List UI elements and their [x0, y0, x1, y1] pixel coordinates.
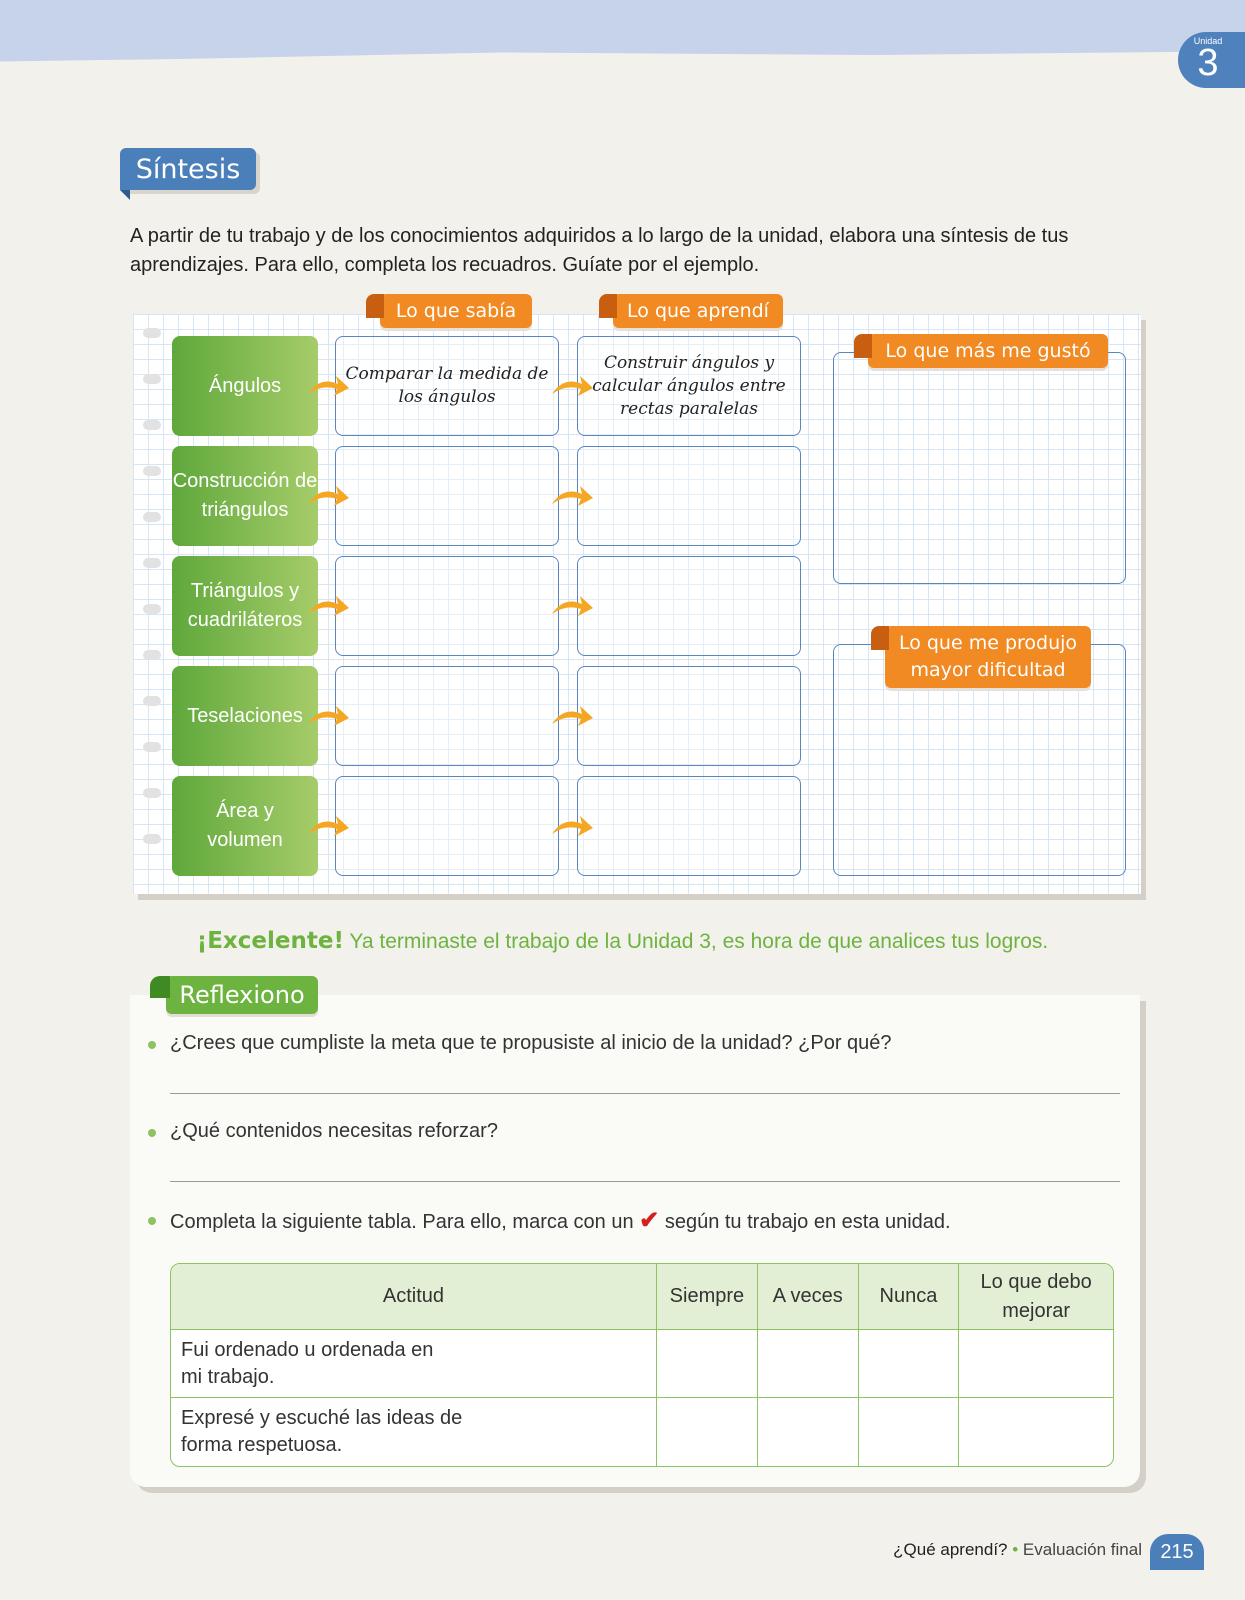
- page-footer: [860, 1540, 1142, 1560]
- col-header-actitud: Actitud: [171, 1264, 657, 1330]
- ring-hole: [143, 328, 161, 338]
- bullet-icon: [148, 1129, 156, 1137]
- box-aprendi-area-volumen[interactable]: [577, 776, 801, 876]
- ring-hole: [143, 512, 161, 522]
- ring-hole: [143, 742, 161, 752]
- arrow-right-icon: [306, 592, 350, 622]
- cell-nunca[interactable]: [859, 1398, 960, 1466]
- row-label-angulos: Ángulos: [172, 336, 318, 436]
- arrow-right-icon: [550, 372, 594, 402]
- box-sabia-teselaciones[interactable]: [335, 666, 559, 766]
- cell-mejorar[interactable]: [959, 1330, 1113, 1398]
- sintesis-intro: A partir de tu trabajo y de los conocimientos adquiridos a lo largo de la unidad, elabora una síntesis de tus aprendizajes. Para ello, completa los recuadros. Guíate por el ejemplo.: [130, 225, 1069, 276]
- arrow-right-icon: [306, 372, 350, 402]
- cell-nunca[interactable]: [859, 1330, 960, 1398]
- top-band: [0, 0, 1245, 64]
- col-header-siempre: Siempre: [657, 1264, 758, 1330]
- row-label-teselaciones: Teselaciones: [172, 666, 318, 766]
- arrow-right-icon: [550, 702, 594, 732]
- cell-siempre[interactable]: [657, 1330, 758, 1398]
- box-aprendi-angulos[interactable]: Construir ángulos y calcular ángulos entre rectas paralelas: [577, 336, 801, 436]
- reflexiono-title: Reflexiono: [166, 976, 318, 1014]
- question-meta: ¿Crees que cumpliste la meta que te propusiste al inicio de la unidad? ¿Por qué?: [170, 1032, 892, 1054]
- checkmark-icon: ✔: [639, 1207, 660, 1234]
- footer-subsection: Evaluación final: [1022, 1540, 1142, 1559]
- ring-hole: [143, 466, 161, 476]
- bullet-icon: [148, 1217, 156, 1225]
- evaluation-table: [170, 1263, 1114, 1467]
- excelente-text: Ya terminaste el trabajo de la Unidad 3, es hora de que analices tus logros.: [349, 930, 1049, 953]
- arrow-right-icon: [550, 482, 594, 512]
- box-aprendi-triangulos-cuadrilateros[interactable]: [577, 556, 801, 656]
- header-lo-que-mas-me-gusto: Lo que más me gustó: [868, 334, 1108, 368]
- box-lo-que-mas-me-gusto[interactable]: [833, 352, 1126, 584]
- ring-hole: [143, 420, 161, 430]
- header-lo-que-aprendi: Lo que aprendí: [613, 294, 783, 328]
- sintesis-title: Síntesis: [120, 148, 256, 190]
- col-header-lo-que-debo-mejorar: Lo que debo mejorar: [959, 1264, 1113, 1330]
- table-row: [171, 1330, 1113, 1398]
- footer-separator: •: [1012, 1540, 1019, 1559]
- ring-hole: [143, 374, 161, 384]
- unit-label: Unidad: [1193, 36, 1223, 46]
- page-number: 215: [1150, 1534, 1204, 1570]
- col-header-a-veces: A veces: [758, 1264, 859, 1330]
- question-tabla-before: Completa la siguiente tabla. Para ello, marca con un: [170, 1211, 634, 1233]
- col-header-nunca: Nunca: [859, 1264, 960, 1330]
- box-aprendi-teselaciones[interactable]: [577, 666, 801, 766]
- arrow-right-icon: [306, 702, 350, 732]
- ring-hole: [143, 834, 161, 844]
- row-label-area-volumen: Área y volumen: [172, 776, 318, 876]
- box-sabia-area-volumen[interactable]: [335, 776, 559, 876]
- ring-hole: [143, 788, 161, 798]
- header-lo-que-me-produjo-dificultad: Lo que me produjo mayor dificultad: [885, 626, 1091, 688]
- unit-number: 3: [1197, 42, 1219, 84]
- arrow-right-icon: [550, 812, 594, 842]
- ring-hole: [143, 696, 161, 706]
- cell-siempre[interactable]: [657, 1398, 758, 1466]
- box-sabia-construccion-triangulos[interactable]: [335, 446, 559, 546]
- answer-line-1[interactable]: [170, 1093, 1120, 1094]
- bullet-icon: [148, 1041, 156, 1049]
- question-contenidos: ¿Qué contenidos necesitas reforzar?: [170, 1120, 498, 1142]
- cell-a-veces[interactable]: [758, 1398, 859, 1466]
- ring-hole: [143, 604, 161, 614]
- header-lo-que-sabia: Lo que sabía: [380, 294, 532, 328]
- footer-section: ¿Qué aprendí?: [893, 1540, 1008, 1559]
- ring-hole: [143, 650, 161, 660]
- answer-line-2[interactable]: [170, 1181, 1120, 1182]
- question-tabla: [170, 1206, 951, 1235]
- arrow-right-icon: [306, 812, 350, 842]
- actitud-cell: Fui ordenado u ordenada en mi trabajo.: [171, 1330, 657, 1398]
- actitud-cell: Expresé y escuché las ideas de forma respetuosa.: [171, 1398, 657, 1466]
- ring-hole: [143, 558, 161, 568]
- row-label-construccion-triangulos: Construcción de triángulos: [172, 446, 318, 546]
- question-tabla-after: según tu trabajo en esta unidad.: [664, 1211, 951, 1233]
- box-sabia-triangulos-cuadrilateros[interactable]: [335, 556, 559, 656]
- arrow-right-icon: [306, 482, 350, 512]
- unit-badge: [1178, 32, 1245, 88]
- cell-a-veces[interactable]: [758, 1330, 859, 1398]
- excelente-message: [0, 928, 1245, 954]
- table-row: [171, 1398, 1113, 1466]
- row-label-triangulos-cuadrilateros: Triángulos y cuadriláteros: [172, 556, 318, 656]
- table-header-row: [171, 1264, 1113, 1330]
- excelente-strong: ¡Excelente!: [196, 928, 344, 954]
- arrow-right-icon: [550, 592, 594, 622]
- box-aprendi-construccion-triangulos[interactable]: [577, 446, 801, 546]
- box-sabia-angulos[interactable]: Comparar la medida de los ángulos: [335, 336, 559, 436]
- cell-mejorar[interactable]: [959, 1398, 1113, 1466]
